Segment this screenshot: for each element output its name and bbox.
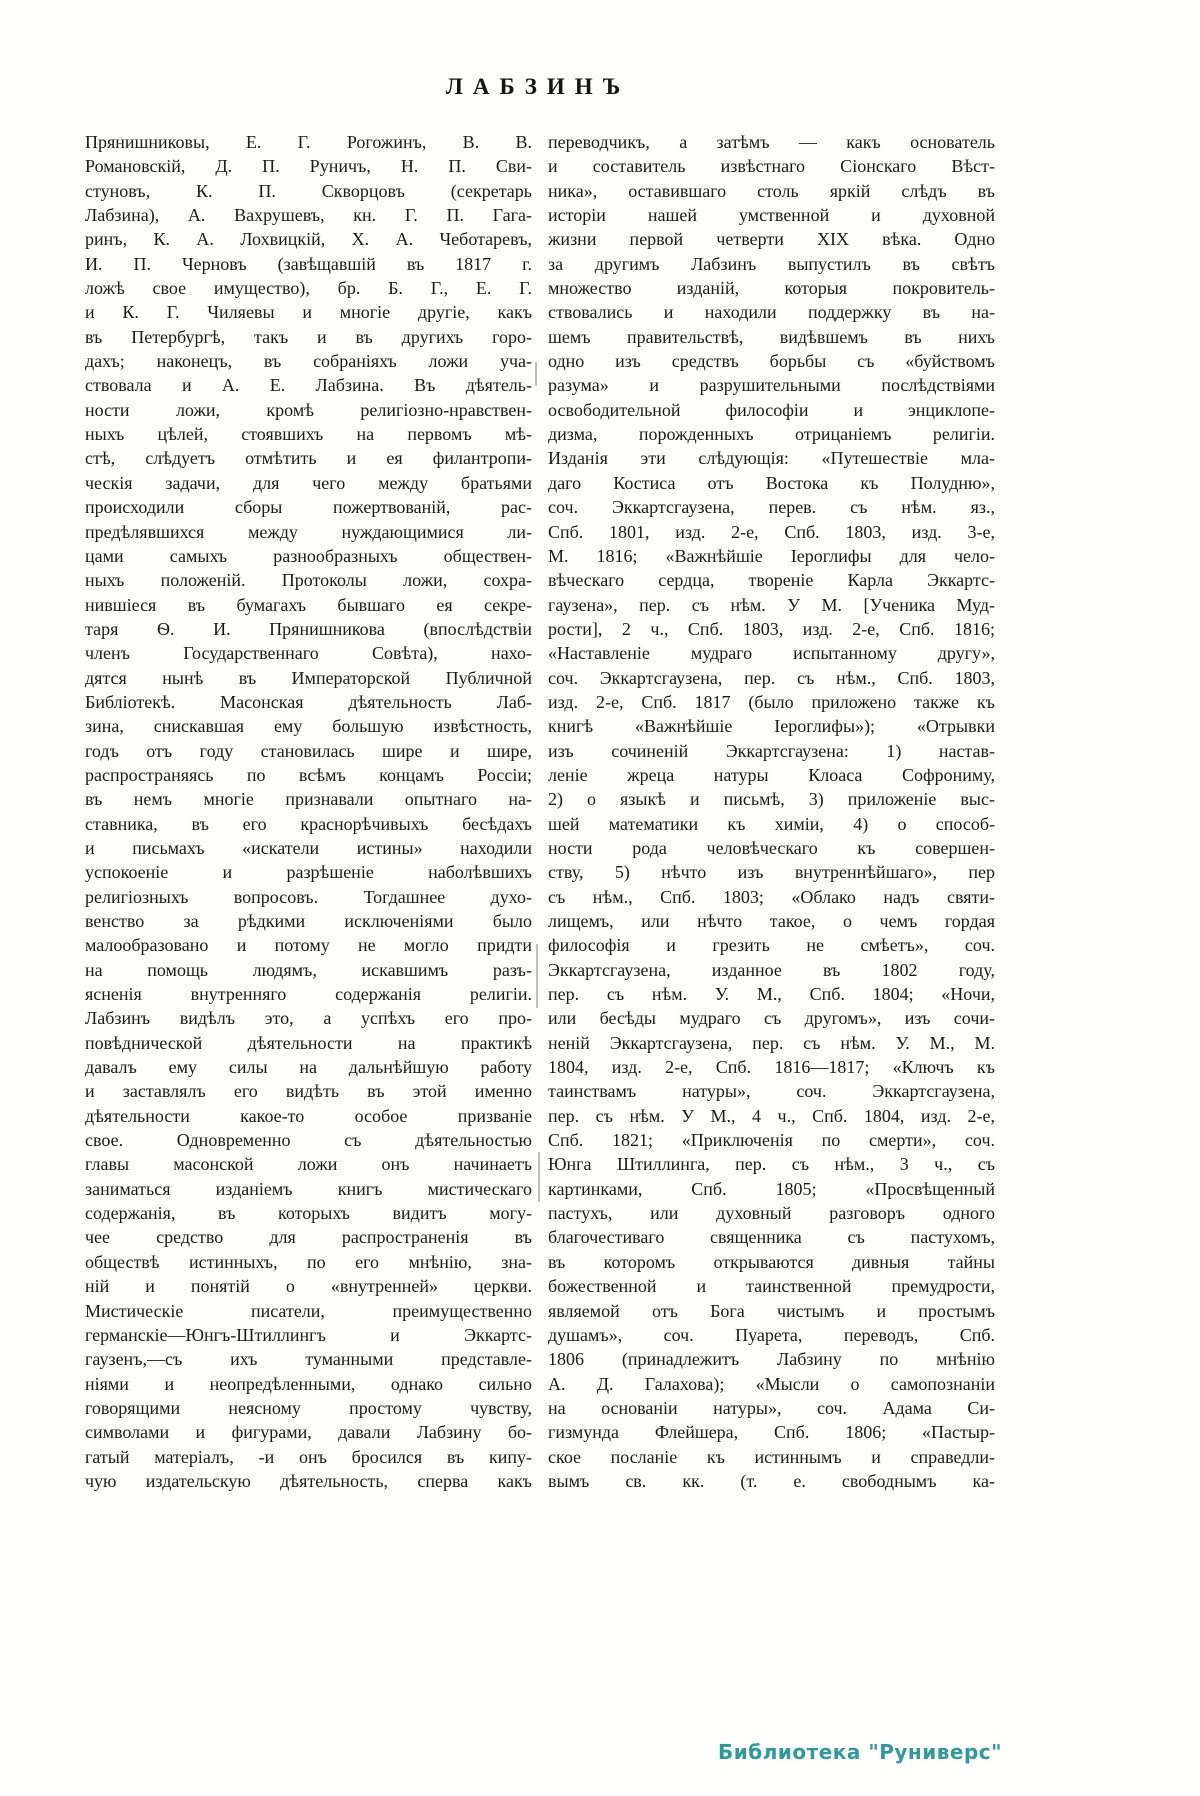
text-line: являемой отъ Бога чистымъ и простымъ	[548, 1300, 995, 1321]
text-line: шей математики къ химіи, 4) о способ-	[548, 813, 995, 834]
text-line: стѣ, слѣдуетъ отмѣтить и ея филантропи-	[85, 448, 532, 469]
text-line: душамъ», соч. Пуарета, переводъ, Спб.	[548, 1324, 995, 1345]
page-title: ЛАБЗИНЪ	[445, 74, 631, 99]
text-line: божественной и таинственной премудрости,	[548, 1276, 995, 1297]
text-line: нившіеся въ бумагахъ бывшаго ея секре-	[85, 594, 532, 615]
text-line: происходили сборы пожертвованій, рас-	[85, 497, 532, 518]
column-rule-artifact	[538, 1152, 540, 1202]
text-line: ческія задачи, для чего между братьями	[85, 472, 532, 493]
text-line: неній Эккартсгаузена, пер. съ нѣм. У. М., М.	[548, 1032, 995, 1053]
text-line: чую издательскую дѣятельность, сперва какъ	[85, 1470, 532, 1491]
text-line: лищемъ, или нѣчто такое, о чемъ гордая	[548, 911, 995, 931]
text-line: Спб. 1821; «Приключенія по смерти», соч.	[548, 1130, 995, 1151]
text-line: пер. съ нѣм. У М., 4 ч., Спб. 1804, изд. 2-е,	[548, 1105, 995, 1126]
text-line: Юнга Штиллинга, пер. съ нѣм., 3 ч., съ	[548, 1154, 995, 1175]
text-line: цами самыхъ разнообразныхъ обществен-	[85, 545, 532, 566]
text-line: освободительной философіи и энциклопе-	[548, 399, 995, 420]
text-block	[85, 130, 995, 1493]
text-line: дизма, порожденныхъ отрицаніемъ религіи.	[548, 424, 995, 445]
text-line: ставника, въ его краснорѣчивыхъ бесѣдахъ	[85, 813, 532, 834]
text-line: гаузенъ,—съ ихъ туманными представле-	[85, 1349, 532, 1370]
text-line: философія и грезить не смѣетъ», соч.	[548, 935, 995, 956]
text-line: въ которомъ открываются дивныя тайны	[548, 1251, 995, 1272]
text-line: и составитель извѣстнаго Сіонскаго Вѣст-	[548, 156, 995, 177]
text-line: соч. Эккартсгаузена, пер. съ нѣм., Спб. 1803,	[548, 667, 995, 688]
text-line: ныхъ положеній. Протоколы ложи, сохра-	[85, 570, 532, 591]
text-line: 1806 (принадлежитъ Лабзину по мнѣнію	[548, 1349, 995, 1370]
text-line: картинками, Спб. 1805; «Просвѣщенный	[548, 1178, 995, 1199]
text-line: разума» и разрушительными послѣдствіями	[548, 375, 995, 396]
text-line: И. П. Черновъ (завѣщавшій въ 1817 г.	[85, 253, 532, 274]
text-line: дѣятельности какое-то особое призваніе	[85, 1105, 532, 1126]
text-line: религіозныхъ вопросовъ. Тогдашнее духо-	[85, 886, 532, 907]
text-line: переводчикъ, а затѣмъ — какъ основатель	[548, 132, 995, 152]
text-line: германскіе—Юнгъ-Штиллингъ и Эккартс-	[85, 1324, 532, 1345]
text-line: ское посланіе къ истиннымъ и справедли-	[548, 1446, 995, 1467]
text-line: ясненія внутренняго содержанія религіи.	[85, 984, 532, 1005]
text-line: повѣднической дѣятельности на практикѣ	[85, 1032, 532, 1053]
text-line: предѣлявшихся между нуждающимися ли-	[85, 521, 532, 542]
text-line: исторіи нашей умственной и духовной	[548, 205, 995, 226]
text-line: и заставлялъ его видѣть въ этой именно	[85, 1081, 532, 1102]
right-text-column	[548, 130, 995, 1493]
text-line: А. Д. Галахова); «Мысли о самопознаніи	[548, 1373, 995, 1394]
text-line: въ немъ многіе признавали опытнаго на-	[85, 789, 532, 810]
text-line: гаузена», пер. съ нѣм. У М. [Ученика Муд-	[548, 594, 995, 615]
text-line: годъ отъ году становилась шире и шире,	[85, 740, 532, 761]
text-line: и письмахъ «искатели истины» находили	[85, 837, 532, 858]
text-line: гатый матеріалъ, -и онъ бросился въ кипу-	[85, 1446, 532, 1467]
text-line: на основаніи натуры», соч. Адама Си-	[548, 1397, 995, 1418]
text-line: Изданія эти слѣдующія: «Путешествіе мла-	[548, 448, 995, 469]
text-line: и К. Г. Чиляевы и многіе другіе, какъ	[85, 302, 532, 323]
text-line: изд. 2-е, Спб. 1817 (было приложено также къ	[548, 691, 995, 712]
text-line: Прянишниковы, Е. Г. Рогожинъ, В. В.	[85, 132, 532, 152]
text-line: ствовала и А. Е. Лабзина. Въ дѣятель-	[85, 375, 532, 396]
text-line: ности рода человѣческаго къ совершен-	[548, 837, 995, 858]
text-line: благочестиваго священника съ пастухомъ,	[548, 1227, 995, 1248]
text-line: за другимъ Лабзинъ выпустилъ въ свѣтъ	[548, 253, 995, 274]
text-line: на помощь людямъ, искавшимъ разъ-	[85, 959, 532, 980]
text-line: вымъ св. кк. (т. е. свободнымъ ка-	[548, 1470, 995, 1491]
text-line: вѣческаго сердца, твореніе Карла Эккартс-	[548, 570, 995, 591]
column-rule-artifact	[535, 362, 537, 386]
text-line: ложѣ свое имущество), бр. Б. Г., Е. Г.	[85, 278, 532, 299]
text-line: ній и понятій о «внутренней» церкви.	[85, 1276, 532, 1297]
text-line: членъ Государственнаго Совѣта), нахо-	[85, 643, 532, 664]
text-line: ныхъ цѣлей, стоявшихъ на первомъ мѣ-	[85, 424, 532, 445]
text-line: ринъ, К. А. Лохвицкій, Х. А. Чеботаревъ,	[85, 229, 532, 250]
text-line: малообразовано и потому не могло придти	[85, 935, 532, 956]
text-line: заниматься изданіемъ книгъ мистическаго	[85, 1178, 532, 1199]
text-line: съ нѣм., Спб. 1803; «Облако надъ святи-	[548, 886, 995, 907]
text-line: ству, 5) нѣчто изъ внутреннѣйшаго», пер	[548, 862, 995, 883]
text-line: одно изъ средствъ борьбы съ «буйствомъ	[548, 351, 995, 372]
text-line: даго Костиса отъ Востока къ Полудню»,	[548, 472, 995, 493]
text-line: Лабзинъ видѣлъ это, а успѣхъ его про-	[85, 1008, 532, 1029]
text-line: ника», оставившаго столь яркій слѣдъ въ	[548, 180, 995, 201]
text-line: ніями и неопредѣленными, однако сильно	[85, 1373, 532, 1394]
text-line: жизни первой четверти XIX вѣка. Одно	[548, 229, 995, 250]
text-line: говорящими неясному простому чувству,	[85, 1397, 532, 1418]
column-rule-artifact	[536, 944, 538, 1008]
text-line: въ Петербургѣ, такъ и въ другихъ горо-	[85, 326, 532, 347]
text-line: рости], 2 ч., Спб. 1803, изд. 2-е, Спб. 1816;	[548, 618, 995, 639]
text-line: гизмунда Флейшера, Спб. 1806; «Пастыр-	[548, 1422, 995, 1443]
text-line: Спб. 1801, изд. 2-е, Спб. 1803, изд. 3-е,	[548, 521, 995, 542]
text-line: таинствамъ натуры», соч. Эккартсгаузена,	[548, 1081, 995, 1102]
text-line: «Наставленіе мудраго испытанному другу»,	[548, 643, 995, 664]
text-line: М. 1816; «Важнѣйшіе Іероглифы для чело-	[548, 545, 995, 566]
text-line: книгѣ «Важнѣйшіе Іероглифы»); «Отрывки	[548, 716, 995, 737]
text-line: успокоеніе и разрѣшеніе наболѣвшихъ	[85, 862, 532, 883]
text-line: Эккартсгаузена, изданное въ 1802 году,	[548, 959, 995, 980]
text-line: содержанія, въ которыхъ видитъ могу-	[85, 1203, 532, 1224]
text-line: обществѣ истинныхъ, по его мнѣнію, зна-	[85, 1251, 532, 1272]
library-watermark: Библиотека "Руниверс"	[718, 1740, 1003, 1764]
text-line: дахъ; наконецъ, въ собраніяхъ ложи уча-	[85, 351, 532, 372]
text-line: ствовались и находили поддержку въ на-	[548, 302, 995, 323]
text-line: Библіотекѣ. Масонская дѣятельность Лаб-	[85, 691, 532, 712]
text-line: Романовскій, Д. П. Руничъ, Н. П. Сви-	[85, 156, 532, 177]
text-line: чее средство для распространенія въ	[85, 1227, 532, 1248]
text-line: или бесѣды мудраго съ другомъ», изъ сочи-	[548, 1008, 995, 1029]
text-line: изъ сочиненій Эккартсгаузена: 1) настав-	[548, 740, 995, 761]
text-line: свое. Одновременно съ дѣятельностью	[85, 1130, 532, 1151]
text-line: ности ложи, кромѣ религіозно-нравствен-	[85, 399, 532, 420]
text-line: символами и фигурами, давали Лабзину бо-	[85, 1422, 532, 1443]
text-line: распространяясь по всѣмъ концамъ Россіи;	[85, 764, 532, 785]
text-line: главы масонской ложи онъ начинаетъ	[85, 1154, 532, 1175]
text-line: пастухъ, или духовный разговоръ одного	[548, 1203, 995, 1224]
text-line: давалъ ему силы на дальнѣйшую работу	[85, 1057, 532, 1078]
text-line: 2) о языкѣ и письмѣ, 3) приложеніе выс-	[548, 789, 995, 810]
text-line: 1804, изд. 2-е, Спб. 1816—1817; «Ключъ къ	[548, 1057, 995, 1078]
text-line: венство за рѣдкими исключеніями было	[85, 911, 532, 931]
text-line: шемъ правительствѣ, видѣвшемъ въ нихъ	[548, 326, 995, 347]
text-line: множество изданій, которыя покровитель-	[548, 278, 995, 299]
text-line: таря Ѳ. И. Прянишникова (впослѣдствіи	[85, 618, 532, 639]
text-line: Мистическіе писатели, преимущественно	[85, 1300, 532, 1321]
text-line: Лабзина), А. Вахрушевъ, кн. Г. П. Гага-	[85, 205, 532, 226]
text-line: леніе жреца натуры Клоаса Софрониму,	[548, 764, 995, 785]
left-text-column	[85, 130, 532, 1493]
text-line: стуновъ, К. П. Скворцовъ (секретарь	[85, 180, 532, 201]
text-line: дятся нынѣ въ Императорской Публичной	[85, 667, 532, 688]
text-line: соч. Эккартсгаузена, перев. съ нѣм. яз.,	[548, 497, 995, 518]
text-line: пер. съ нѣм. У. М., Спб. 1804; «Ночи,	[548, 984, 995, 1005]
text-line: зина, снискавшая ему большую извѣстность,	[85, 716, 532, 737]
